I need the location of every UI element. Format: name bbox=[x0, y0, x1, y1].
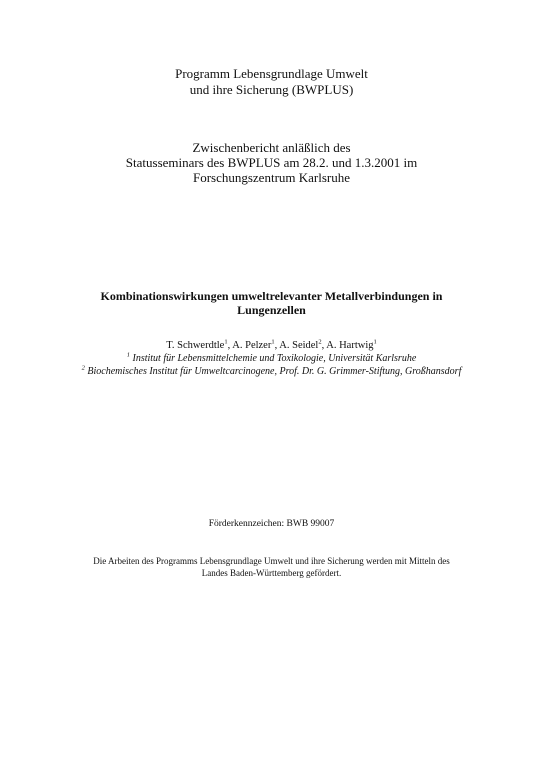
author-separator: , bbox=[321, 340, 327, 351]
affiliation-text: Biochemisches Institut für Umweltcarcinogene, Prof. Dr. G. Grimmer-Stiftung, Großhansdorf bbox=[87, 366, 462, 377]
program-line-1: Programm Lebensgrundlage Umwelt bbox=[175, 66, 368, 81]
author-separator: , bbox=[227, 340, 233, 351]
report-line-3: Forschungszentrum Karlsruhe bbox=[192, 170, 351, 185]
author-name: A. Hartwig bbox=[326, 340, 374, 351]
affiliation-2 bbox=[0, 365, 543, 378]
author-affiliation-mark: 1 bbox=[373, 338, 377, 346]
author-separator: , bbox=[274, 340, 280, 351]
report-line-2: Statusseminars des BWPLUS am 28.2. und 1.3.2001 im bbox=[125, 155, 418, 170]
author-affiliation-mark: 1 bbox=[224, 338, 228, 346]
affiliation-mark: 2 bbox=[81, 364, 85, 372]
funding-code bbox=[0, 518, 543, 530]
support-line-2: Landes Baden-Württemberg gefördert. bbox=[201, 568, 342, 578]
affiliation-text: Institut für Lebensmittelchemie und Toxikologie, Universität Karlsruhe bbox=[132, 353, 417, 364]
author-name: A. Seidel bbox=[279, 340, 319, 351]
author-list bbox=[0, 339, 543, 352]
title-line-2: Lungenzellen bbox=[237, 303, 306, 317]
support-note bbox=[0, 555, 543, 579]
funding-code-text: Förderkennzeichen: BWB 99007 bbox=[208, 519, 335, 529]
author-affiliation-mark: 1 bbox=[271, 338, 275, 346]
report-line-1: Zwischenbericht anläßlich des bbox=[192, 140, 351, 155]
affiliation-1 bbox=[0, 352, 543, 365]
author-name: T. Schwerdtle bbox=[166, 340, 225, 351]
document-title bbox=[0, 289, 543, 317]
program-heading bbox=[0, 66, 543, 98]
title-line-1: Kombinationswirkungen umweltrelevanter Metallverbindungen in bbox=[100, 289, 443, 303]
author-name: A. Pelzer bbox=[232, 340, 272, 351]
author-affiliation-mark: 2 bbox=[318, 338, 322, 346]
authors-block bbox=[0, 339, 543, 378]
report-info bbox=[0, 140, 543, 185]
affiliation-mark: 1 bbox=[126, 351, 130, 359]
support-line-1: Die Arbeiten des Programms Lebensgrundlage Umwelt und ihre Sicherung werden mit Mitteln des bbox=[93, 556, 450, 566]
program-line-2: und ihre Sicherung (BWPLUS) bbox=[189, 82, 354, 97]
